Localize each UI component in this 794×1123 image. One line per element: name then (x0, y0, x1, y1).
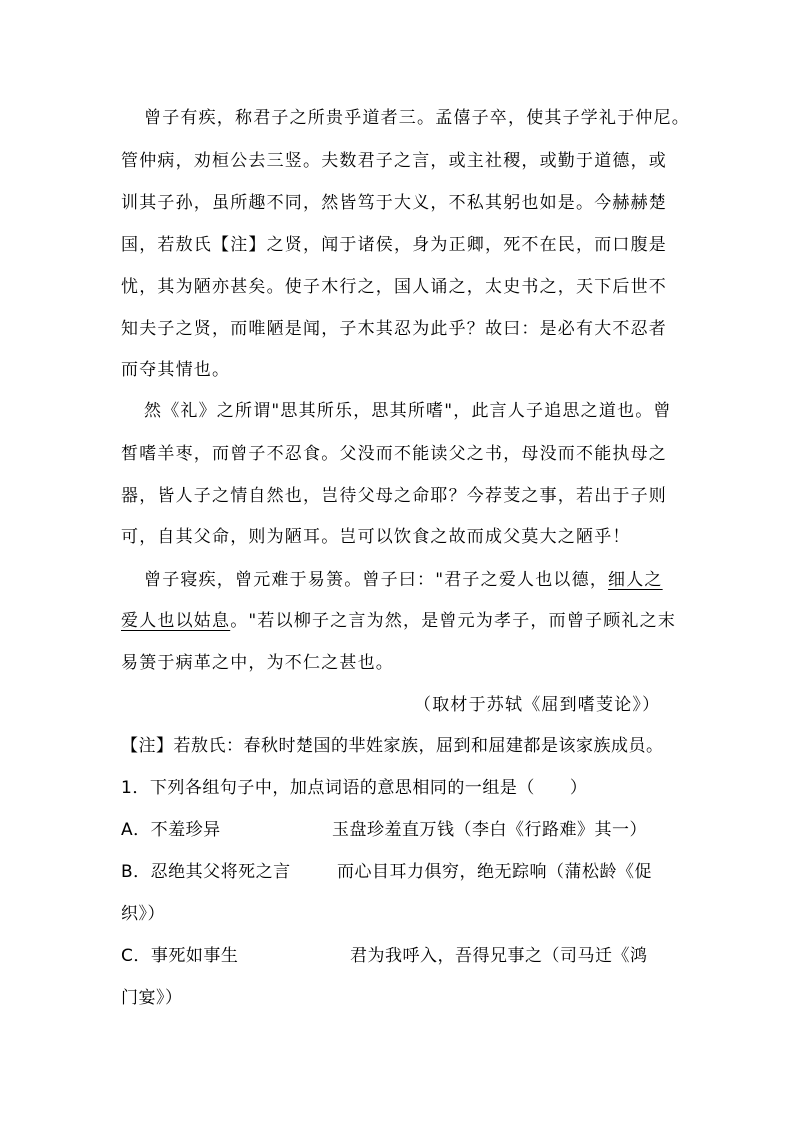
passage-line: 器，皆人子之情自然也，岂待父母之命耶？今荐芰之事，若出于子则 (121, 486, 667, 506)
passage-line: 可，自其父命，则为陋耳。岂可以饮食之故而成父莫大之陋乎！ (121, 527, 631, 547)
option-b-left: B．忍绝其父将死之言 (121, 862, 291, 882)
underlined-phrase: 细人之 (608, 570, 663, 590)
passage-line: 曾子有疾，称君子之所贵乎道者三。孟僖子卒，使其子学礼于仲尼。 (144, 108, 690, 128)
passage-line: 忧，其为陋亦甚矣。使子木行之，国人诵之，太史书之，天下后世不 (121, 277, 667, 297)
passage-text: 。"若以柳子之言为然，是曾元为孝子，而曾子顾礼之末 (230, 611, 677, 631)
passage-line: 而夺其情也。 (121, 360, 231, 380)
passage-line: 皙嗜羊枣，而曾子不忍食。父没而不能读父之书，母没而不能执母之 (121, 444, 667, 464)
question-stem: 1．下列各组句子中，加点词语的意思相同的一组是（ ） (121, 778, 588, 798)
passage-line: 管仲病，劝桓公去三竖。夫数君子之言，或主社稷，或勤于道德，或 (121, 151, 667, 171)
option-c-continuation: 门宴》） (121, 988, 183, 1008)
option-c-left: C．事死如事生 (121, 946, 239, 966)
passage-line (121, 610, 676, 632)
option-b-right: 而心目耳力俱穷，绝无踪响（蒲松龄《促 (337, 862, 652, 882)
passage-text: 曾子寝疾，曾元难于易箦。曾子曰："君子之爱人也以德， (144, 570, 609, 590)
underlined-phrase: 爱人也以姑息 (121, 611, 231, 631)
option-c-right: 君为我呼入，吾得兄事之（司马迁《鸿 (350, 946, 648, 966)
option-a-right: 玉盘珍羞直万钱（李白《行路难》其一） (332, 820, 647, 840)
option-a-left: A．不羞珍异 (121, 820, 221, 840)
option-b-continuation: 织》） (121, 904, 165, 924)
passage-line: 训其子孙，虽所趣不同，然皆笃于大义，不私其躬也如是。今赫赫楚 (121, 193, 667, 213)
passage-line (144, 569, 663, 591)
passage-line: 知夫子之贤，而唯陋是闻，子木其忍为此乎？故曰：是必有大不忍者 (121, 319, 667, 339)
passage-source: （取材于苏轼《屈到嗜芰论》） (414, 695, 661, 715)
passage-line: 易箦于病革之中，为不仁之甚也。 (121, 653, 394, 673)
passage-line: 国，若敖氏【注】之贤，闻于诸侯，身为正卿，死不在民，而口腹是 (121, 235, 667, 255)
passage-line: 然《礼》之所谓"思其所乐，思其所嗜"，此言人子追思之道也。曾 (144, 401, 672, 421)
footnote: 【注】若敖氏：春秋时楚国的芈姓家族，屈到和屈建都是该家族成员。 (121, 736, 664, 756)
